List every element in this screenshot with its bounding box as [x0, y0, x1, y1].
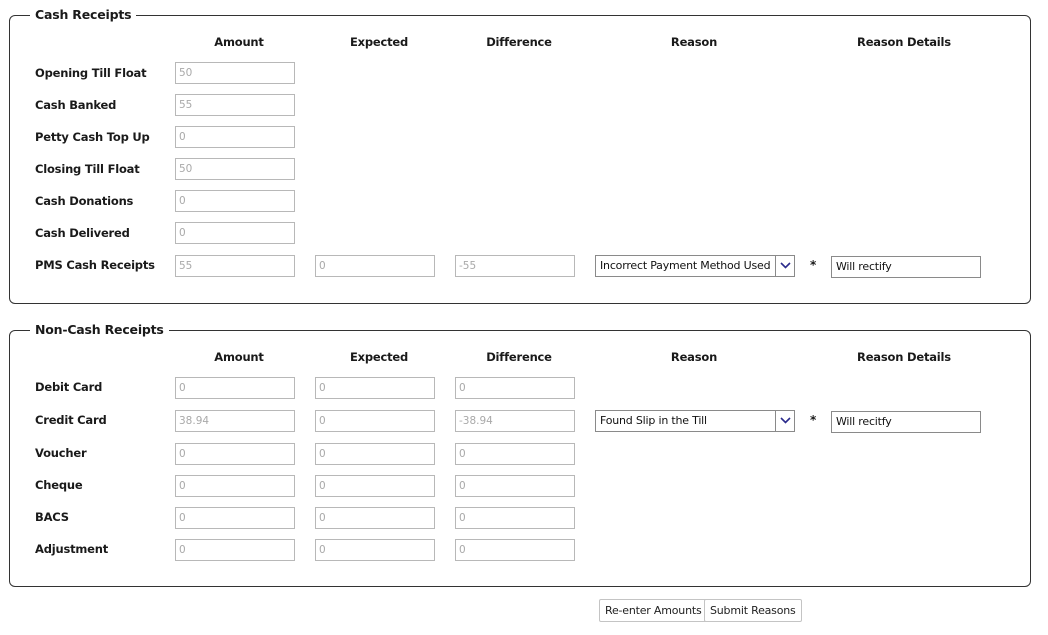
debit-card-amount-input[interactable]	[175, 377, 295, 399]
cheque-difference-input[interactable]	[455, 475, 575, 497]
col-header-reason: Reason	[670, 35, 718, 49]
credit-card-amount-input[interactable]	[175, 410, 295, 432]
col-header-difference: Difference	[486, 35, 552, 49]
pms-cash-receipts-amount-input[interactable]	[175, 255, 295, 277]
row-label-credit-card: Credit Card	[35, 413, 107, 427]
opening-till-float-amount-input[interactable]	[175, 62, 295, 84]
cheque-expected-input[interactable]	[315, 475, 435, 497]
row-label-bacs: BACS	[35, 510, 69, 524]
row-label-debit-card: Debit Card	[35, 380, 103, 394]
pms-cash-receipts-expected-input[interactable]	[315, 255, 435, 277]
petty-cash-top-up-amount-input[interactable]	[175, 126, 295, 148]
chevron-down-icon[interactable]	[775, 411, 794, 431]
row-label-cash-delivered: Cash Delivered	[35, 226, 130, 240]
row-label-voucher: Voucher	[35, 446, 87, 460]
credit-card-reason-select[interactable]	[595, 410, 795, 432]
cash-donations-amount-input[interactable]	[175, 190, 295, 212]
voucher-amount-input[interactable]	[175, 443, 295, 465]
voucher-difference-input[interactable]	[455, 443, 575, 465]
row-label-petty-cash-top-up: Petty Cash Top Up	[35, 130, 150, 144]
adjustment-difference-input[interactable]	[455, 539, 575, 561]
pms-cash-receipts-reason-select[interactable]	[595, 255, 795, 277]
bacs-difference-input[interactable]	[455, 507, 575, 529]
col-header-reason-details: Reason Details	[857, 350, 951, 364]
voucher-expected-input[interactable]	[315, 443, 435, 465]
re-enter-amounts-button[interactable]: Re-enter Amounts	[599, 599, 707, 622]
credit-card-difference-input[interactable]	[455, 410, 575, 432]
col-header-difference: Difference	[486, 350, 552, 364]
reason-select-value: Found Slip in the Till	[600, 414, 707, 427]
debit-card-difference-input[interactable]	[455, 377, 575, 399]
row-label-closing-till-float: Closing Till Float	[35, 162, 140, 176]
col-header-expected: Expected	[349, 35, 409, 49]
non-cash-receipts-section	[9, 322, 1031, 587]
adjustment-expected-input[interactable]	[315, 539, 435, 561]
non-cash-receipts-legend: Non-Cash Receipts	[30, 322, 169, 338]
required-asterisk: *	[810, 413, 817, 427]
required-asterisk: *	[810, 258, 817, 272]
row-label-cheque: Cheque	[35, 478, 83, 492]
col-header-amount: Amount	[214, 35, 264, 49]
col-header-expected: Expected	[349, 350, 409, 364]
adjustment-amount-input[interactable]	[175, 539, 295, 561]
cash-receipts-section	[9, 7, 1031, 304]
chevron-down-icon[interactable]	[775, 256, 794, 276]
credit-card-reason-details-input[interactable]: Will recitfy	[831, 411, 981, 433]
row-label-adjustment: Adjustment	[35, 542, 109, 556]
row-label-opening-till-float: Opening Till Float	[35, 66, 147, 80]
cheque-amount-input[interactable]	[175, 475, 295, 497]
row-label-cash-donations: Cash Donations	[35, 194, 134, 208]
bacs-expected-input[interactable]	[315, 507, 435, 529]
reason-select-value: Incorrect Payment Method Used	[600, 259, 771, 272]
col-header-reason: Reason	[670, 350, 718, 364]
debit-card-expected-input[interactable]	[315, 377, 435, 399]
cash-banked-amount-input[interactable]	[175, 94, 295, 116]
pms-cash-receipts-difference-input[interactable]	[455, 255, 575, 277]
closing-till-float-amount-input[interactable]	[175, 158, 295, 180]
col-header-reason-details: Reason Details	[857, 35, 951, 49]
row-label-cash-banked: Cash Banked	[35, 98, 117, 112]
col-header-amount: Amount	[214, 350, 264, 364]
cash-receipts-legend: Cash Receipts	[30, 7, 136, 23]
credit-card-expected-input[interactable]	[315, 410, 435, 432]
bacs-amount-input[interactable]	[175, 507, 295, 529]
row-label-pms-cash-receipts: PMS Cash Receipts	[35, 258, 155, 272]
submit-reasons-button[interactable]: Submit Reasons	[704, 599, 802, 622]
pms-cash-receipts-reason-details-input[interactable]: Will rectify	[831, 256, 981, 278]
cash-delivered-amount-input[interactable]	[175, 222, 295, 244]
